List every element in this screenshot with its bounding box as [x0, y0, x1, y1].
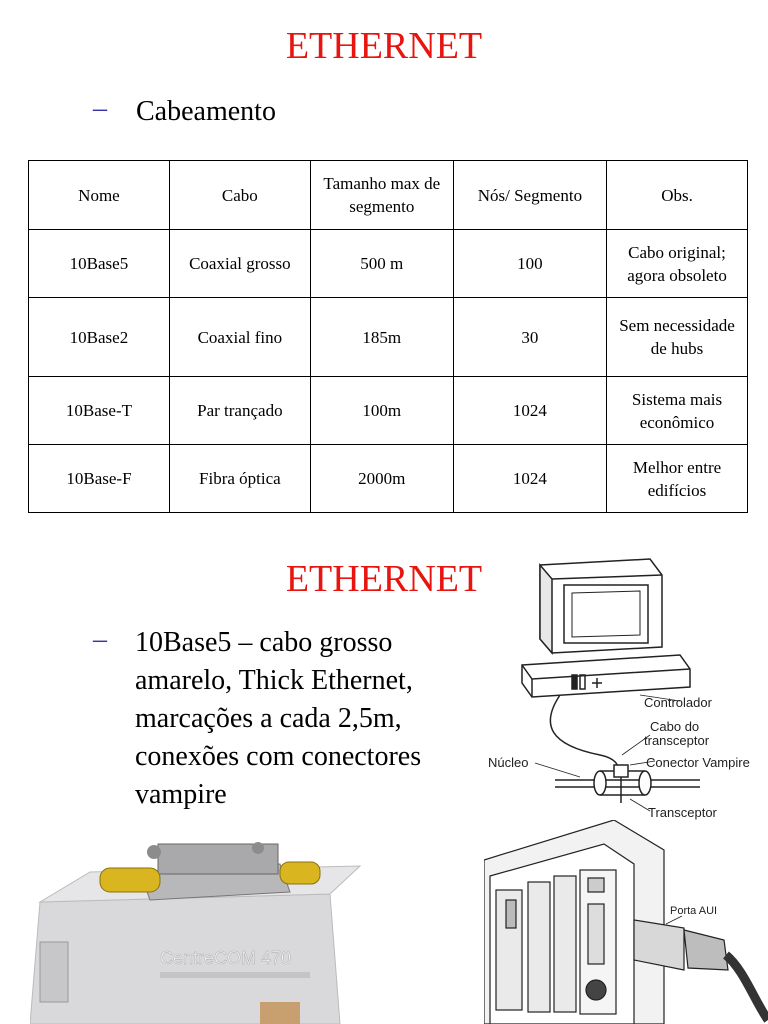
- brand-label: CentreCOM 470: [160, 948, 292, 968]
- table-cell: 500 m: [310, 230, 453, 298]
- label-controlador: Controlador: [644, 695, 712, 710]
- transceiver-photo: [30, 832, 370, 1024]
- bullet-dash: –: [93, 93, 107, 124]
- table-header-row: [29, 161, 748, 230]
- table-cell: 10Base2: [29, 298, 170, 377]
- table-row: [29, 377, 748, 445]
- aui-port-photo: [484, 820, 768, 1024]
- table-cell: Sistema mais econômico: [607, 377, 748, 445]
- header-cell: Obs.: [607, 161, 748, 230]
- table-cell: 30: [453, 298, 606, 377]
- label-conector-vampire: Conector Vampire: [646, 755, 750, 770]
- table-cell: 100m: [310, 377, 453, 445]
- cabling-table: [28, 160, 748, 513]
- header-cell: Nós/ Segmento: [453, 161, 606, 230]
- table-cell: 2000m: [310, 445, 453, 513]
- header-cell: Nome: [29, 161, 170, 230]
- table-cell: Par trançado: [169, 377, 310, 445]
- table-cell: 185m: [310, 298, 453, 377]
- table-cell: Melhor entre edifícios: [607, 445, 748, 513]
- header-cell: Cabo: [169, 161, 310, 230]
- label-transceptor: Transceptor: [648, 805, 717, 820]
- bullet-dash: –: [93, 624, 107, 655]
- table-cell: 10Base5: [29, 230, 170, 298]
- table-cell: 1024: [453, 445, 606, 513]
- label-nucleo: Núcleo: [488, 755, 529, 770]
- thick-ethernet-diagram: [480, 555, 768, 825]
- header-cell: Tamanho max de segmento: [310, 161, 453, 230]
- coax-cable: [555, 765, 700, 803]
- label-cabo-do: Cabo do: [650, 719, 700, 734]
- table-cell: 10Base-F: [29, 445, 170, 513]
- table-row: [29, 445, 748, 513]
- slide-title: ETHERNET: [285, 25, 483, 67]
- bullet-cabeamento: Cabeamento: [136, 96, 276, 127]
- label-transceptor-cable: transceptor: [644, 733, 710, 748]
- table-cell: Coaxial fino: [169, 298, 310, 377]
- table-row: [29, 298, 748, 377]
- table-cell: 1024: [453, 377, 606, 445]
- table-cell: 100: [453, 230, 606, 298]
- label-porta-aui: Porta AUI: [670, 905, 718, 917]
- table-cell: 10Base-T: [29, 377, 170, 445]
- slide-title: ETHERNET: [285, 558, 483, 600]
- table-row: [29, 230, 748, 298]
- table-cell: Fibra óptica: [169, 445, 310, 513]
- computer-icon: [522, 559, 690, 697]
- transceiver-cable: [550, 695, 620, 773]
- table-cell: Sem necessidade de hubs: [607, 298, 748, 377]
- table-cell: Cabo original; agora obsoleto: [607, 230, 748, 298]
- table-cell: Coaxial grosso: [169, 230, 310, 298]
- bullet-10base5: 10Base5 – cabo grosso amarelo, Thick Ethernet, marcações a cada 2,5m, conexões com conectores vampire: [135, 627, 422, 810]
